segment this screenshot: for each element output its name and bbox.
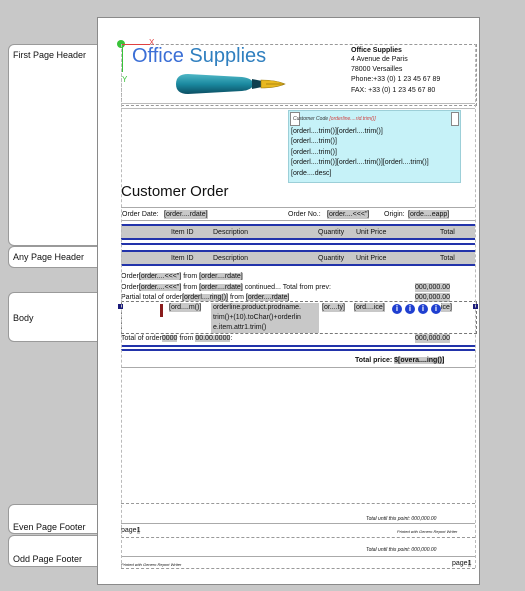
section-label: Body xyxy=(13,313,34,323)
col-item-id: Item ID xyxy=(171,229,194,236)
company-fax: FAX: +33 (0) 1 23 45 67 80 xyxy=(351,87,436,94)
band-line xyxy=(121,238,475,240)
col-item-id: Item ID xyxy=(171,255,194,262)
company-phone: Phone:+33 (0) 1 23 45 67 89 xyxy=(351,76,441,83)
order-date-field[interactable]: [order....rdate] xyxy=(199,284,243,291)
text: page xyxy=(452,560,468,567)
separator-line xyxy=(121,103,475,104)
section-label: Even Page Footer xyxy=(13,522,86,532)
even-footer-printed: Printed with Genero Report Writer xyxy=(397,529,458,534)
x-axis-label: X xyxy=(149,38,155,47)
text: Order xyxy=(121,273,139,280)
item-id-field[interactable]: [ord....m()] xyxy=(169,304,202,311)
section-boundary xyxy=(121,537,475,538)
info-icon[interactable]: i xyxy=(392,304,402,314)
unit-price-field[interactable]: [ord....ice] xyxy=(354,304,385,311)
page-number-field[interactable]: 1 xyxy=(467,560,472,567)
customer-code-label: Customer Code xyxy=(293,116,329,122)
separator-line xyxy=(121,207,475,208)
y-axis-label: Y xyxy=(122,75,128,84)
logo-text xyxy=(132,44,266,68)
info-icon[interactable]: i xyxy=(405,304,415,314)
total-field[interactable]: ice] xyxy=(441,304,452,311)
text: Total until this point: xyxy=(366,516,411,522)
page-number-field[interactable]: 1 xyxy=(136,527,141,534)
total-until-field[interactable]: 000,000.00 xyxy=(411,516,437,522)
report-title: Customer Order xyxy=(121,183,229,200)
order-no-label: Order No.: xyxy=(288,211,321,218)
section-label: Any Page Header xyxy=(13,252,85,262)
separator-line xyxy=(121,108,475,109)
order-field[interactable]: [orderl....ring()] xyxy=(182,294,228,301)
info-icon[interactable]: i xyxy=(418,304,428,314)
customer-line-4: [orderl....trim()][orderl....trim()][orderl....trim()] xyxy=(291,159,429,166)
order-date-field[interactable]: [order....rdate] xyxy=(199,273,243,280)
text: from xyxy=(181,284,200,291)
odd-footer-page xyxy=(452,559,471,568)
origin-field[interactable]: [orde....eapp] xyxy=(408,211,450,218)
order-number-field[interactable]: [order....<<<"] xyxy=(138,284,182,291)
barcode-icon xyxy=(160,304,163,317)
band-line xyxy=(121,264,475,266)
margin-guide xyxy=(121,44,122,568)
text: from xyxy=(228,294,246,301)
customer-code xyxy=(293,115,376,124)
order-date-field[interactable]: [order....rdate] xyxy=(245,294,290,301)
partial-total-field[interactable]: 000,000.00 xyxy=(415,294,451,301)
customer-code-value: [orderline....rid.trim()] xyxy=(329,116,376,122)
customer-line-5: [orde....desc] xyxy=(291,170,332,177)
text: Partial total of order xyxy=(121,294,183,301)
total-price-label: Total price: xyxy=(355,357,395,364)
order-from-line xyxy=(121,272,243,281)
even-footer-page xyxy=(121,526,140,535)
separator-line xyxy=(121,523,475,524)
margin-guide xyxy=(475,44,476,568)
order-continued-line xyxy=(121,283,331,292)
col-quantity: Quantity xyxy=(318,229,345,236)
info-icon[interactable]: i xyxy=(431,304,441,314)
text: : xyxy=(230,335,233,342)
col-quantity: Quantity xyxy=(318,255,345,262)
origin-label: Origin: xyxy=(384,211,405,218)
order-date-field[interactable]: 00.00.0000 xyxy=(195,335,231,342)
band-line xyxy=(121,243,475,245)
odd-footer-total xyxy=(366,546,436,555)
separator-line xyxy=(121,367,475,368)
logo-word-office: Office xyxy=(132,45,184,67)
logo-word-supplies: Supplies xyxy=(183,45,267,67)
customer-line-1: [orderl....trim()][orderl....trim()] xyxy=(291,128,383,135)
text: continued... Total from prev: xyxy=(242,284,331,291)
col-description: Description xyxy=(213,229,249,236)
section-boundary xyxy=(121,503,475,504)
separator-line xyxy=(121,556,475,557)
description-line-3: e.item.attr1.trim() xyxy=(213,324,267,331)
text: from xyxy=(181,273,200,280)
col-total: Total xyxy=(440,255,455,262)
total-price-field[interactable]: $[overa....ing()] xyxy=(394,357,445,364)
col-total: Total xyxy=(440,229,455,236)
description-line-2: trim()+(10).toChar()+orderlin xyxy=(213,314,301,321)
col-unit-price: Unit Price xyxy=(356,229,387,236)
order-date-field[interactable]: [order....rdate] xyxy=(164,211,208,218)
company-street: 4 Avenue de Paris xyxy=(351,56,408,63)
company-city: 78000 Versailles xyxy=(351,66,403,73)
total-price xyxy=(355,356,444,365)
order-total-line xyxy=(121,334,232,343)
fountain-pen-icon xyxy=(172,68,290,102)
band-line xyxy=(121,349,475,351)
col-unit-price: Unit Price xyxy=(356,255,387,262)
text: Total of order xyxy=(121,335,162,342)
box-marker xyxy=(451,112,459,126)
order-number-field[interactable]: [order....<<<"] xyxy=(138,273,182,280)
text: Total until this point: xyxy=(366,547,411,553)
separator-line xyxy=(121,220,475,221)
quantity-field[interactable]: [or....ty] xyxy=(322,304,345,311)
col-description: Description xyxy=(213,255,249,262)
company-name: Office Supplies xyxy=(351,47,402,54)
text: Order xyxy=(121,284,139,291)
order-total-field[interactable]: 000,000.00 xyxy=(415,335,451,342)
description-line-1: orderline.product.prodname. xyxy=(213,304,301,311)
order-date-label: Order Date: xyxy=(122,211,159,218)
text: from xyxy=(177,335,196,342)
order-id-field[interactable]: 0000 xyxy=(161,335,178,342)
total-until-field[interactable]: 000,000.00 xyxy=(411,547,437,553)
odd-footer-printed: Printed with Genero Report Writer xyxy=(121,562,182,567)
section-boundary xyxy=(121,568,475,569)
order-no-field[interactable]: [order....<<<"] xyxy=(327,211,370,218)
prev-total-field[interactable]: 000,000.00 xyxy=(415,284,451,291)
y-axis-line xyxy=(122,44,123,72)
customer-line-2: [orderl....trim()] xyxy=(291,138,337,145)
band-line xyxy=(121,345,475,347)
customer-line-3: [orderl....trim()] xyxy=(291,149,337,156)
section-label: Odd Page Footer xyxy=(13,554,83,564)
text: page xyxy=(121,527,137,534)
section-label: First Page Header xyxy=(13,50,87,60)
